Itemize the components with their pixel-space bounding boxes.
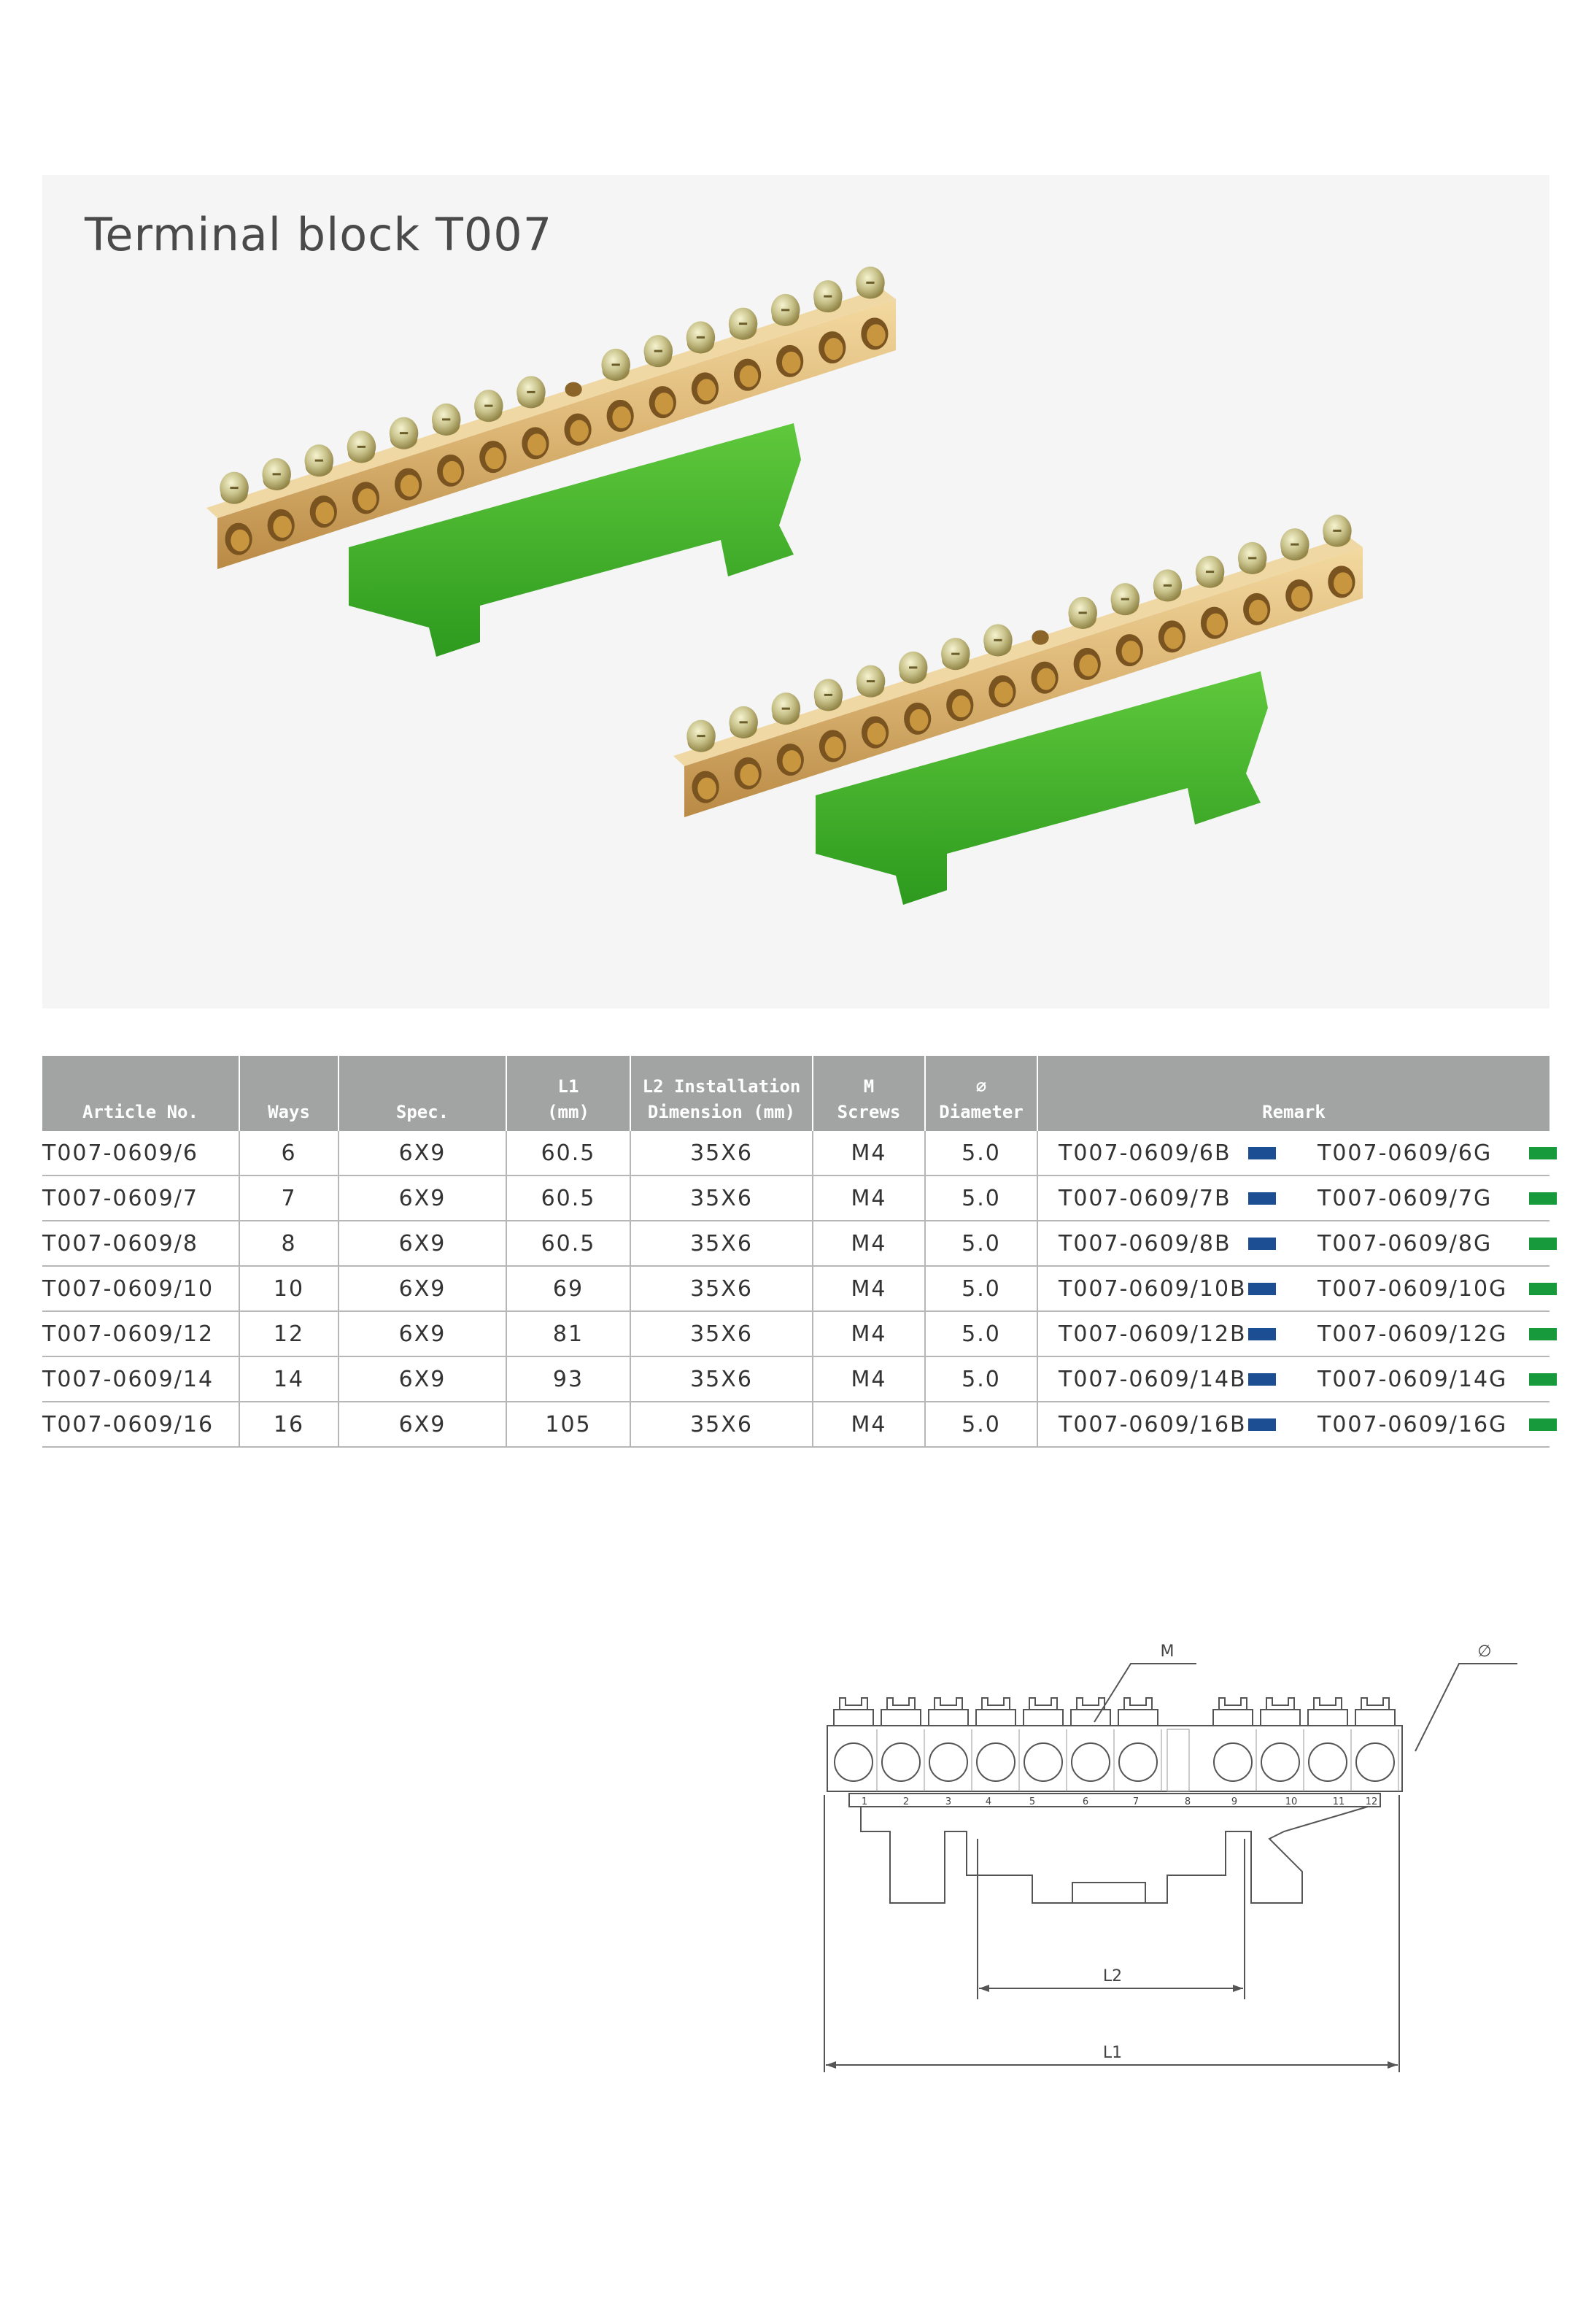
- label-l2: L2: [1102, 1967, 1123, 1985]
- cell-ways: 12: [239, 1311, 338, 1356]
- wire-hole-inner: [1122, 641, 1141, 663]
- cell-m: M4: [813, 1266, 925, 1311]
- wire-hole-inner: [867, 324, 886, 346]
- wire-hole-outline: [882, 1743, 920, 1781]
- green-swatch: [1529, 1192, 1557, 1205]
- green-swatch: [1529, 1238, 1557, 1250]
- cell-article: T007-0609/16: [42, 1402, 239, 1447]
- wire-hole-inner: [867, 723, 886, 745]
- cell-m: M4: [813, 1221, 925, 1266]
- wire-hole-inner: [825, 736, 844, 758]
- wire-hole-outline: [835, 1743, 873, 1781]
- wire-hole-inner: [273, 516, 292, 538]
- screw-outline: [1071, 1698, 1110, 1726]
- cell-m: M4: [813, 1175, 925, 1221]
- green-swatch: [1529, 1283, 1557, 1295]
- remark-blue-code: T007-0609/6B: [1059, 1140, 1231, 1166]
- l2-arrow-right: [1233, 1985, 1243, 1992]
- screw-outline: [1213, 1698, 1253, 1726]
- blue-swatch: [1248, 1283, 1276, 1295]
- table-header-row: [42, 1056, 1549, 1131]
- cell-l2: 35X6: [630, 1175, 813, 1221]
- header-spec: Spec.: [338, 1056, 506, 1131]
- remark-green-code: T007-0609/10G: [1318, 1276, 1508, 1302]
- screw-outline: [1024, 1698, 1063, 1726]
- wire-hole-inner: [824, 338, 843, 360]
- cell-m: M4: [813, 1402, 925, 1447]
- remark-blue-code: T007-0609/12B: [1059, 1321, 1247, 1347]
- header-diameter: [925, 1056, 1037, 1131]
- hole-number: 8: [1184, 1796, 1191, 1807]
- hole-number: 10: [1285, 1796, 1298, 1807]
- cell-l1: 93: [506, 1356, 630, 1402]
- center-tap-hole: [1032, 630, 1048, 645]
- table-row: [42, 1356, 1549, 1402]
- cell-article: T007-0609/7: [42, 1175, 239, 1221]
- remark-green-code: T007-0609/8G: [1318, 1231, 1493, 1256]
- wire-hole-outline: [1024, 1743, 1062, 1781]
- technical-drawing: [817, 1620, 1561, 2131]
- wire-hole-outline: [1214, 1743, 1252, 1781]
- wire-hole-outline: [1119, 1743, 1157, 1781]
- cell-ways: 10: [239, 1266, 338, 1311]
- wire-hole-inner: [316, 502, 335, 524]
- label-diameter: ∅: [1477, 1642, 1492, 1661]
- wire-hole-inner: [1164, 627, 1183, 649]
- blue-swatch: [1248, 1418, 1276, 1431]
- wire-hole-outline: [1261, 1743, 1299, 1781]
- header-dia-line2: Diameter: [939, 1102, 1024, 1122]
- wire-hole-inner: [485, 447, 504, 469]
- cell-spec: 6X9: [338, 1175, 506, 1221]
- cell-article: T007-0609/8: [42, 1221, 239, 1266]
- terminal-block-lower: [673, 514, 1363, 905]
- remark-blue-code: T007-0609/16B: [1059, 1412, 1247, 1437]
- spec-table: [42, 1056, 1549, 1448]
- cell-article: T007-0609/6: [42, 1131, 239, 1175]
- wire-hole-inner: [358, 488, 377, 510]
- hole-number: 4: [985, 1796, 992, 1807]
- wire-hole-outline: [929, 1743, 967, 1781]
- cell-ways: 7: [239, 1175, 338, 1221]
- cell-l2: 35X6: [630, 1356, 813, 1402]
- product-photo-panel: [42, 175, 1549, 1008]
- label-l1: L1: [1102, 2044, 1123, 2062]
- cell-l1: 69: [506, 1266, 630, 1311]
- header-dia-line1: ∅: [975, 1076, 987, 1097]
- wire-hole-inner: [783, 750, 802, 772]
- cell-l2: 35X6: [630, 1266, 813, 1311]
- wire-hole-inner: [910, 709, 929, 731]
- cell-diameter: 5.0: [925, 1266, 1037, 1311]
- blue-swatch: [1248, 1328, 1276, 1340]
- blue-swatch: [1248, 1373, 1276, 1386]
- wire-hole-inner: [994, 682, 1013, 703]
- header-l1-line2: (mm): [547, 1102, 589, 1122]
- cell-spec: 6X9: [338, 1311, 506, 1356]
- cell-remark: [1037, 1175, 1549, 1221]
- cell-article: T007-0609/14: [42, 1356, 239, 1402]
- table-row: [42, 1175, 1549, 1221]
- wire-hole-inner: [697, 379, 716, 401]
- wire-hole-inner: [1249, 600, 1268, 622]
- wire-hole-inner: [527, 433, 546, 455]
- cell-ways: 8: [239, 1221, 338, 1266]
- remark-blue-code: T007-0609/7B: [1059, 1186, 1231, 1211]
- hole-number: 6: [1082, 1796, 1089, 1807]
- hole-number: 9: [1231, 1796, 1238, 1807]
- green-swatch: [1529, 1147, 1557, 1159]
- cell-diameter: 5.0: [925, 1311, 1037, 1356]
- header-l1: [506, 1056, 630, 1131]
- green-swatch: [1529, 1328, 1557, 1340]
- brass-bar-outline: [827, 1726, 1402, 1791]
- number-strip: [849, 1794, 1380, 1807]
- header-l2-line2: Dimension (mm): [647, 1102, 796, 1122]
- screw-outline: [881, 1698, 921, 1726]
- remark-green-code: T007-0609/6G: [1318, 1140, 1493, 1166]
- cell-remark: [1037, 1131, 1549, 1175]
- wire-hole-inner: [740, 764, 759, 786]
- center-tap-hole: [565, 382, 581, 397]
- cell-m: M4: [813, 1131, 925, 1175]
- remark-green-code: T007-0609/16G: [1318, 1412, 1508, 1437]
- cell-l1: 60.5: [506, 1131, 630, 1175]
- cell-spec: 6X9: [338, 1131, 506, 1175]
- cell-spec: 6X9: [338, 1356, 506, 1402]
- cell-m: M4: [813, 1356, 925, 1402]
- cell-diameter: 5.0: [925, 1131, 1037, 1175]
- screw-outline: [929, 1698, 968, 1726]
- remark-blue-code: T007-0609/8B: [1059, 1231, 1231, 1256]
- table-row: [42, 1402, 1549, 1447]
- remark-blue-code: T007-0609/10B: [1059, 1276, 1247, 1302]
- wire-hole-inner: [1037, 668, 1056, 690]
- cell-remark: [1037, 1311, 1549, 1356]
- green-swatch: [1529, 1373, 1557, 1386]
- cell-ways: 6: [239, 1131, 338, 1175]
- cell-ways: 16: [239, 1402, 338, 1447]
- green-swatch: [1529, 1418, 1557, 1431]
- remark-green-code: T007-0609/12G: [1318, 1321, 1508, 1347]
- cell-ways: 14: [239, 1356, 338, 1402]
- hole-number: 1: [861, 1796, 868, 1807]
- remark-green-code: T007-0609/7G: [1318, 1186, 1493, 1211]
- wire-hole-inner: [570, 420, 589, 442]
- cell-l2: 35X6: [630, 1131, 813, 1175]
- l1-arrow-right: [1388, 2061, 1398, 2069]
- blue-swatch: [1248, 1238, 1276, 1250]
- header-l2: [630, 1056, 813, 1131]
- cell-article: T007-0609/12: [42, 1311, 239, 1356]
- header-l1-line1: L1: [557, 1076, 579, 1097]
- blue-swatch: [1248, 1192, 1276, 1205]
- remark-blue-code: T007-0609/14B: [1059, 1367, 1247, 1392]
- header-m: [813, 1056, 925, 1131]
- table-row: [42, 1266, 1549, 1311]
- cell-l1: 60.5: [506, 1221, 630, 1266]
- cell-spec: 6X9: [338, 1402, 506, 1447]
- screw-outline: [1308, 1698, 1347, 1726]
- header-article: Article No.: [42, 1056, 239, 1131]
- wire-hole-inner: [1334, 572, 1353, 594]
- wire-hole-inner: [697, 778, 716, 800]
- wire-hole-inner: [952, 695, 971, 717]
- cell-l2: 35X6: [630, 1402, 813, 1447]
- wire-hole-inner: [782, 352, 801, 374]
- cell-spec: 6X9: [338, 1221, 506, 1266]
- product-photo: [42, 175, 1549, 1008]
- center-gap: [1167, 1729, 1189, 1791]
- hole-number: 5: [1029, 1796, 1036, 1807]
- cell-l1: 60.5: [506, 1175, 630, 1221]
- wire-hole-inner: [401, 475, 419, 497]
- wire-hole-inner: [655, 393, 674, 414]
- cell-l2: 35X6: [630, 1221, 813, 1266]
- hole-number: 11: [1332, 1796, 1345, 1807]
- label-m: M: [1160, 1642, 1175, 1661]
- wire-hole-inner: [740, 366, 759, 387]
- screw-outline: [976, 1698, 1015, 1726]
- cell-remark: [1037, 1266, 1549, 1311]
- page-title: Terminal block T007: [85, 208, 553, 261]
- cell-diameter: 5.0: [925, 1175, 1037, 1221]
- l1-arrow-left: [826, 2061, 836, 2069]
- hole-number: 3: [945, 1796, 952, 1807]
- table-row: [42, 1131, 1549, 1175]
- cell-article: T007-0609/10: [42, 1266, 239, 1311]
- wire-hole-inner: [1291, 586, 1310, 608]
- dia-leader-line: [1415, 1664, 1517, 1751]
- cell-l1: 105: [506, 1402, 630, 1447]
- cell-l1: 81: [506, 1311, 630, 1356]
- hole-number: 2: [902, 1796, 910, 1807]
- cell-remark: [1037, 1221, 1549, 1266]
- wire-hole-inner: [612, 406, 631, 428]
- cell-diameter: 5.0: [925, 1402, 1037, 1447]
- cell-diameter: 5.0: [925, 1356, 1037, 1402]
- wire-hole-outline: [1356, 1743, 1394, 1781]
- screw-outline: [1261, 1698, 1300, 1726]
- terminal-block-upper: [206, 266, 896, 657]
- hole-number: 12: [1365, 1796, 1378, 1807]
- screw-outline: [1355, 1698, 1395, 1726]
- cell-l2: 35X6: [630, 1311, 813, 1356]
- blue-swatch: [1248, 1147, 1276, 1159]
- wire-hole-outline: [1309, 1743, 1347, 1781]
- wire-hole-inner: [231, 530, 249, 552]
- screw-outline: [1118, 1698, 1158, 1726]
- header-m-line1: M: [863, 1076, 875, 1097]
- header-l2-line1: L2 Installation: [642, 1076, 801, 1097]
- wire-hole-outline: [977, 1743, 1015, 1781]
- header-ways: Ways: [239, 1056, 338, 1131]
- wire-hole-inner: [443, 461, 462, 483]
- carrier-outline: [861, 1807, 1368, 1903]
- cell-remark: [1037, 1356, 1549, 1402]
- cell-m: M4: [813, 1311, 925, 1356]
- wire-hole-outline: [1072, 1743, 1110, 1781]
- l2-arrow-left: [979, 1985, 989, 1992]
- wire-hole-inner: [1079, 655, 1098, 676]
- header-m-line2: Screws: [837, 1102, 901, 1122]
- header-remark: Remark: [1037, 1056, 1549, 1131]
- screw-outline: [834, 1698, 873, 1726]
- wire-hole-inner: [1207, 614, 1226, 636]
- cell-diameter: 5.0: [925, 1221, 1037, 1266]
- carrier-slot: [1072, 1883, 1145, 1903]
- table-row: [42, 1221, 1549, 1266]
- table-row: [42, 1311, 1549, 1356]
- cell-spec: 6X9: [338, 1266, 506, 1311]
- cell-remark: [1037, 1402, 1549, 1447]
- hole-number: 7: [1132, 1796, 1140, 1807]
- remark-green-code: T007-0609/14G: [1318, 1367, 1508, 1392]
